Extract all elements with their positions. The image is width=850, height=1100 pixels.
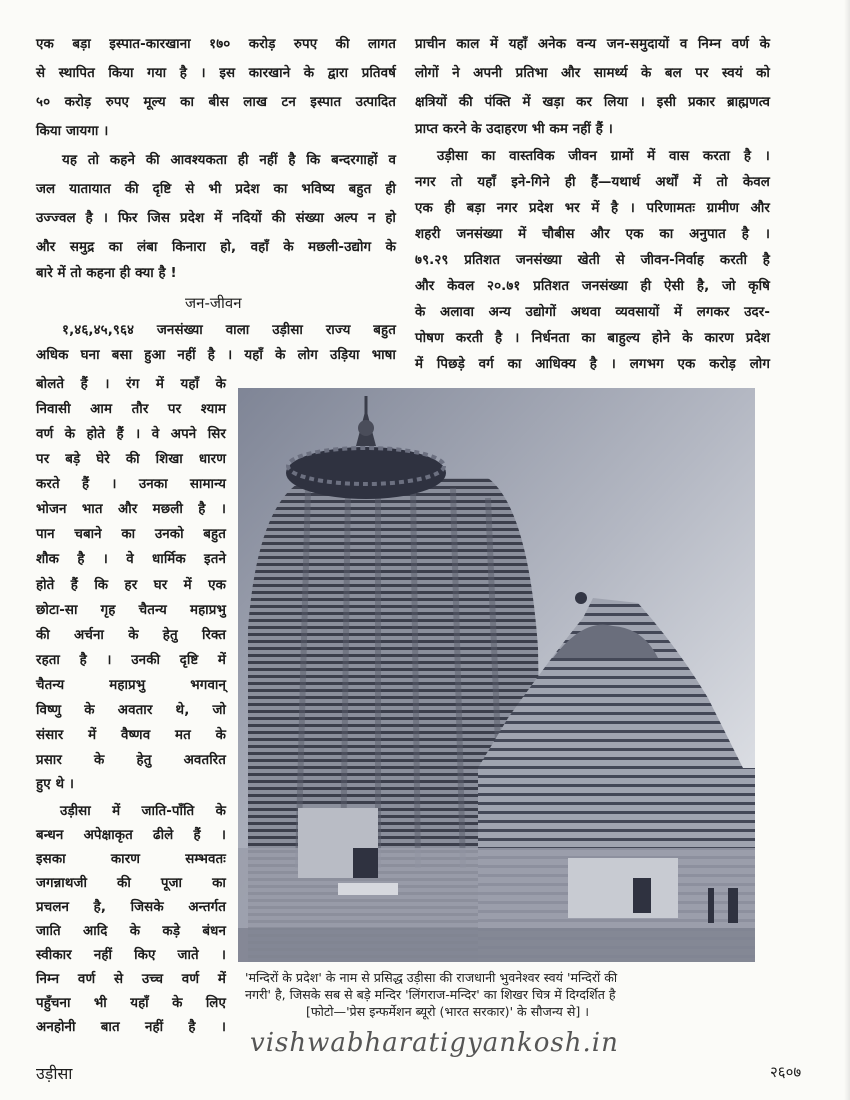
text-line: और समुद्र का लंबा किनारा हो, वहाँ के मछली-उद्योग के — [36, 240, 396, 255]
text-line: १,४६,४५,९६४ जनसंख्या वाला उड़ीसा राज्य बहुत — [62, 323, 396, 338]
text-line: बारे में तो कहना ही क्या है ! — [36, 266, 177, 281]
text-line: प्रसार के हेतु अवतरित — [36, 753, 226, 768]
text-line: प्रचलन है, जिसके अन्तर्गत — [36, 900, 226, 915]
text-line: अनहोनी बात नहीं है । — [36, 1020, 226, 1035]
text-line: और केवल २०.७१ प्रतिशत जनसंख्या ही ऐसी है, जो कृषि — [415, 279, 770, 294]
text-line: करते हैं । उनका सामान्य — [36, 477, 226, 492]
text-line: पहुँचना भी यहाँ के लिए — [36, 996, 226, 1011]
text-line: में पिछड़े वर्ग का आधिक्य है । लगभग एक करोड़ लोग — [415, 357, 770, 372]
text-line: संसार में वैष्णव मत के — [36, 728, 226, 743]
text-line: ७९.२९ प्रतिशत जनसंख्या खेती से जीवन-निर्वाह करती है — [415, 253, 770, 268]
site-watermark: vishwabharatigyankosh.in — [250, 1028, 619, 1058]
text-line: भोजन भात और मछली है । — [36, 502, 226, 517]
text-line: पोषण करती है । निर्धनता का बाहुल्य होने के कारण प्रदेश — [415, 331, 770, 346]
temple-photograph — [238, 388, 755, 962]
text-line: ५० करोड़ रुपए मूल्य का बीस लाख टन इस्पात उत्पादित — [36, 95, 396, 110]
text-line: उड़ीसा में जाति-पाँति के — [60, 804, 226, 819]
text-line: चैतन्य महाप्रभु भगवान् — [36, 678, 226, 693]
text-line: उज्ज्वल है । फिर जिस प्रदेश में नदियों की संख्या अल्प न हो — [36, 211, 396, 226]
text-line: छोटा-सा गृह चैतन्य महाप्रभु — [36, 603, 226, 618]
text-line: क्षत्रियों की पंक्ति में खड़ा कर लिया । इसी प्रकार ब्राह्मणत्व — [415, 95, 770, 110]
text-line: एक ही बड़ा नगर प्रदेश भर में है । परिणामतः ग्रामीण और — [415, 201, 770, 216]
text-line: की अर्चना के हेतु रिक्त — [36, 628, 226, 643]
text-line: के अलावा अन्य उद्योगों अथवा व्यवसायों में लगकर उदर- — [415, 305, 770, 320]
text-line: यह तो कहने की आवश्यकता ही नहीं है कि बन्दरगाहों व — [62, 153, 396, 168]
text-line: अधिक घना बसा हुआ नहीं है । यहाँ के लोग उड़िया भाषा — [36, 348, 396, 363]
running-title: उड़ीसा — [36, 1064, 73, 1083]
text-line: प्राचीन काल में यहाँ अनेक वन्य जन-समुदायों व निम्न वर्ण के — [415, 37, 770, 52]
text-line: प्राप्त करने के उदाहरण भी कम नहीं हैं । — [415, 122, 613, 137]
text-line: होते हैं कि हर घर में एक — [36, 578, 226, 593]
text-line: से स्थापित किया गया है । इस कारखाने के द्वारा प्रतिवर्ष — [36, 66, 396, 81]
text-line: जाति आदि के कड़े बंधन — [36, 924, 226, 939]
text-line: इसका कारण सम्भवतः — [36, 852, 226, 867]
page-number: २६०७ — [770, 1063, 802, 1081]
text-line: निम्न वर्ण से उच्च वर्ण में — [36, 972, 226, 987]
text-line: जगन्नाथजी की पूजा का — [36, 876, 226, 891]
page-edge-shadow — [844, 0, 850, 1100]
text-line: शौक है । वे धार्मिक इतने — [36, 552, 226, 567]
text-line: वर्ण के होते हैं । वे अपने सिर — [36, 427, 226, 442]
text-line: जल यातायात की दृष्टि से भी प्रदेश का भविष्य बहुत ही — [36, 182, 396, 197]
text-line: रहता है । उनकी दृष्टि में — [36, 653, 226, 668]
text-line: स्वीकार नहीं किए जाते । — [36, 948, 226, 963]
text-line: नगर तो यहाँ इने-गिने ही हैं—यथार्थ अर्थों में तो केवल — [415, 175, 770, 190]
text-line: निवासी आम तौर पर श्याम — [36, 402, 226, 417]
text-line: विष्णु के अवतार थे, जो — [36, 703, 226, 718]
section-heading: जन-जीवन — [185, 294, 242, 312]
figure-caption-line: 'मन्दिरों के प्रदेश' के नाम से प्रसिद्ध उड़ीसा की राजधानी भुवनेश्वर स्वयं 'मन्दिरों की — [245, 970, 618, 985]
text-line: एक बड़ा इस्पात-कारखाना १७० करोड़ रुपए की लागत — [36, 37, 396, 52]
text-line: बोलते हैं । रंग में यहाँ के — [36, 377, 226, 392]
text-line: उड़ीसा का वास्तविक जीवन ग्रामों में वास करता है । — [437, 149, 770, 164]
figure-caption-line: नगरी' है, जिसके सब से बड़े मन्दिर 'लिंगराज-मन्दिर' का शिखर चित्र में दिग्दर्शित है — [245, 987, 616, 1002]
text-line: हुए थे । — [36, 777, 75, 792]
text-line: किया जायगा । — [36, 124, 109, 139]
text-line: बन्धन अपेक्षाकृत ढीले हैं । — [36, 828, 226, 843]
photo-credit: [फोटो—'प्रेस इन्फर्मेशन ब्यूरो (भारत सरकार)' के सौजन्य से] । — [306, 1004, 590, 1019]
text-line: पान चबाने का उनको बहुत — [36, 527, 226, 542]
lingaraj-temple-image — [238, 388, 755, 962]
text-line: शहरी जनसंख्या में चौबीस और एक का अनुपात है । — [415, 227, 770, 242]
text-line: पर बड़े घेरे की शिखा धारण — [36, 452, 226, 467]
text-line: लोगों ने अपनी प्रतिभा और सामर्थ्य के बल पर स्वयं को — [415, 66, 770, 81]
